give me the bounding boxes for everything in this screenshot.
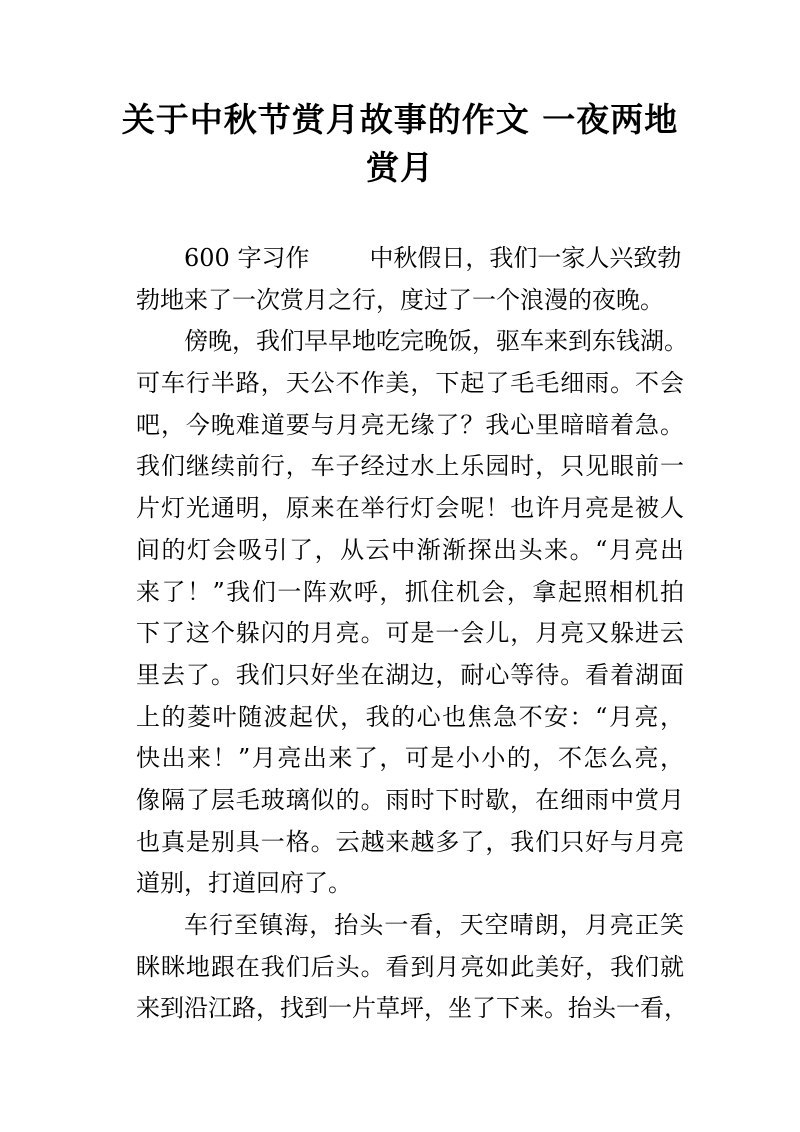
paragraph-2-line-14: 道别，打道回府了。 — [136, 869, 352, 898]
paragraph-2-line-7: 来了！”我们一阵欢呼，抓住机会，拿起照相机拍 — [136, 577, 684, 606]
paragraph-2-line-4: 我们继续前行，车子经过水上乐园时，只见眼前一 — [136, 452, 684, 481]
paragraph-2-line-13: 也真是别具一格。云越来越多了，我们只好与月亮 — [136, 827, 684, 856]
paragraph-1-line-1 — [136, 238, 684, 280]
document-title — [120, 96, 680, 192]
paragraph-2-line-10: 上的菱叶随波起伏，我的心也焦急不安：“月亮， — [136, 702, 684, 731]
paragraph-2-line-9: 里去了。我们只好坐在湖边，耐心等待。看着湖面 — [136, 660, 684, 689]
paragraph-2-line-11: 快出来！”月亮出来了，可是小小的，不怎么亮， — [136, 744, 684, 773]
paragraph-3-line-1: 车行至镇海，抬头一看，天空晴朗，月亮正笑 — [184, 911, 684, 939]
paragraph-2-line-8: 下了这个躲闪的月亮。可是一会儿，月亮又躲进云 — [136, 619, 684, 648]
document-body — [136, 238, 688, 1030]
paragraph-2-line-6: 间的灯会吸引了，从云中渐渐探出头来。“月亮出 — [136, 535, 684, 564]
paragraph-3-line-2: 眯眯地跟在我们后头。看到月亮如此美好，我们就 — [136, 952, 684, 981]
paragraph-3-line-3: 来到沿江路，找到一片草坪，坐了下来。抬头一看， — [136, 994, 688, 1023]
title-line-2: 赏月 — [366, 148, 434, 187]
paragraph-1-text: 中秋假日，我们一家人兴致勃 — [369, 244, 682, 272]
paragraph-2-line-12: 像隔了层毛玻璃似的。雨时下时歇，在细雨中赏月 — [136, 785, 684, 814]
paragraph-1-line-2: 勃地来了一次赏月之行，度过了一个浪漫的夜晚。 — [136, 285, 664, 314]
paragraph-2-line-1: 傍晚，我们早早地吃完晚饭，驱车来到东钱湖。 — [184, 327, 688, 356]
paragraph-2-line-2: 可车行半路，天公不作美，下起了毛毛细雨。不会 — [136, 369, 684, 398]
paragraph-2-line-3: 吧，今晚难道要与月亮无缘了？我心里暗暗着急。 — [136, 410, 684, 439]
paragraph-2-line-5: 片灯光通明，原来在举行灯会呢！也许月亮是被人 — [136, 494, 684, 523]
essay-label: 600 字习作 — [184, 244, 310, 272]
title-line-1: 关于中秋节赏月故事的作文 一夜两地 — [121, 100, 679, 139]
